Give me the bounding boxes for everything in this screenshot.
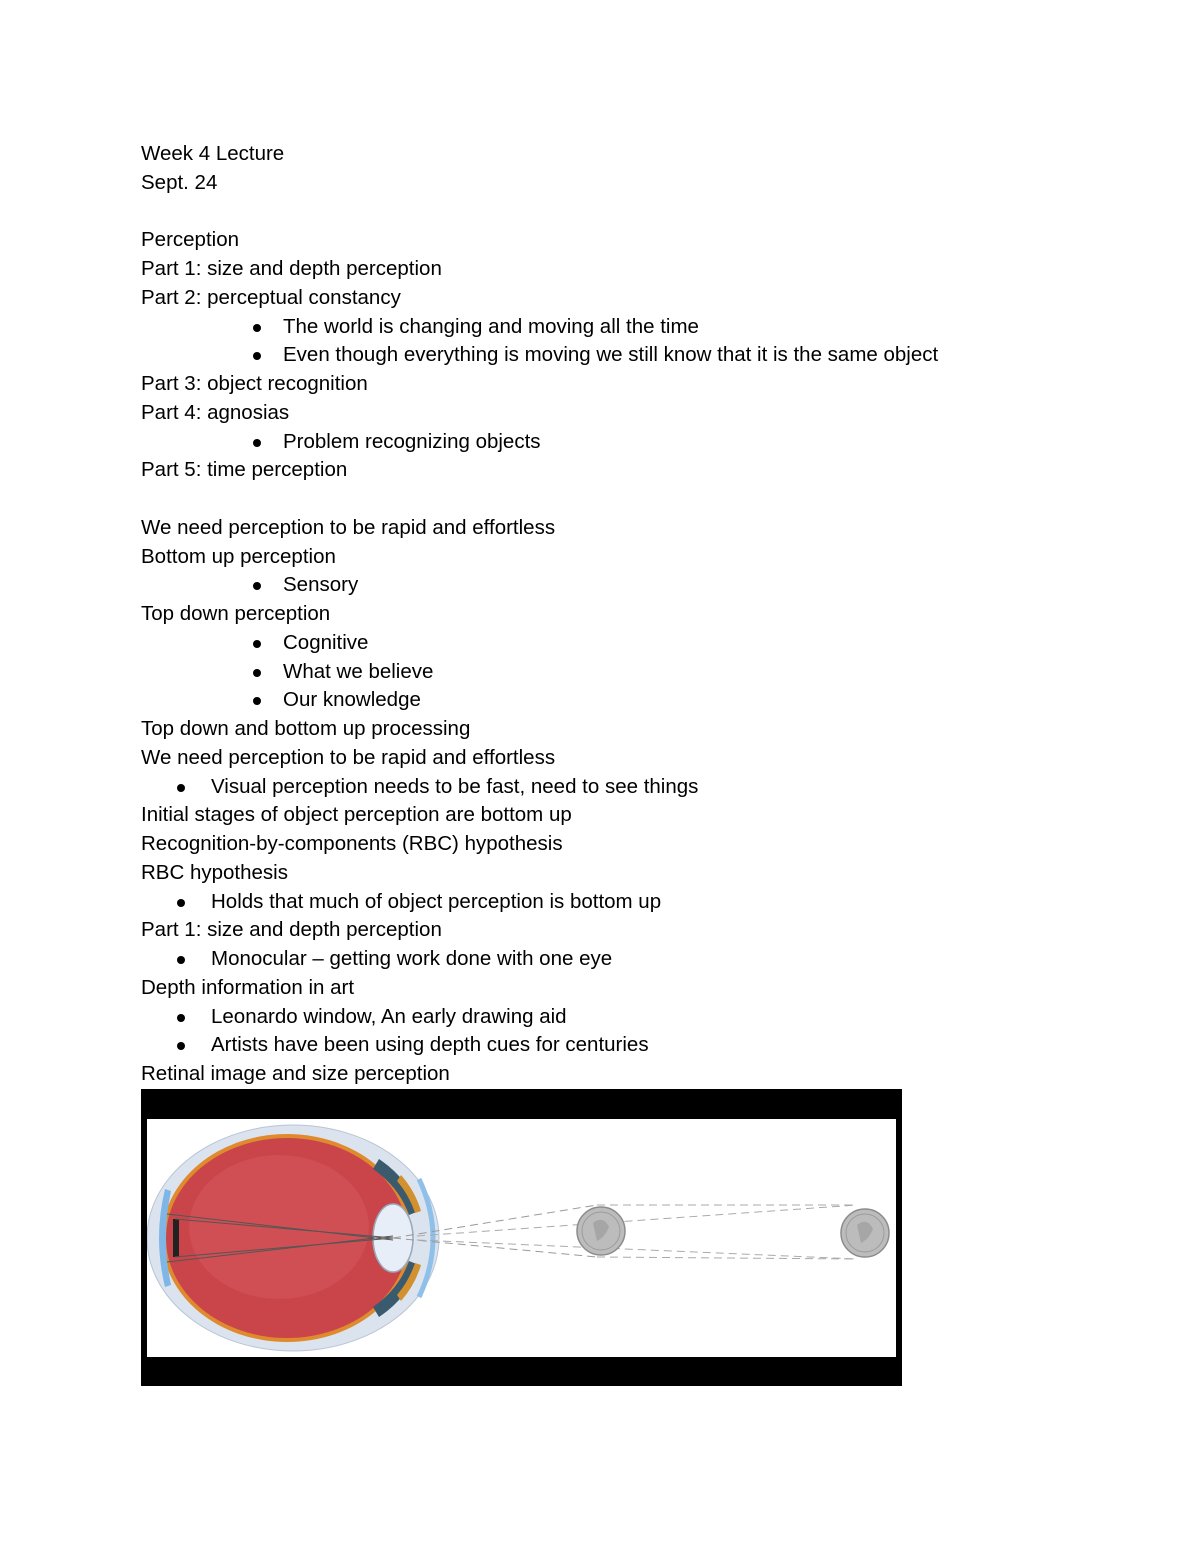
eye-diagram-figure [141,1089,902,1386]
list-item [141,428,1101,457]
text-line: Part 1: size and depth perception [141,918,442,942]
list-item [141,686,1101,715]
part5-heading: Part 5: time perception [141,458,348,482]
list-item [141,571,1101,600]
coin-near-icon [577,1207,625,1255]
bullet-icon [177,956,185,964]
doc-date: Sept. 24 [141,170,218,194]
text-line: Retinal image and size perception [141,1062,450,1085]
text-line: Depth information in art [141,975,355,999]
list-item-text: What we believe [283,659,434,683]
text-line: Recognition-by-components (RBC) hypothesis [141,832,563,855]
text-line: Top down perception [141,602,331,625]
bullet-icon [253,669,261,677]
text-line: RBC hypothesis [141,860,288,884]
list-item [141,1031,1101,1060]
list-item [141,313,1101,342]
text-line: Initial stages of object perception are bottom up [141,803,572,827]
list-item-text: The world is changing and moving all the time [283,314,699,338]
blank-line [141,485,1101,514]
text-line: We need perception to be rapid and effortless [141,515,556,539]
list-item-text: Sensory [283,573,359,597]
bullet-icon [177,784,185,792]
list-item-text: Visual perception needs to be fast, need to see things [211,774,699,798]
coin-far-icon [841,1209,889,1257]
retinal-image-mark [173,1219,179,1257]
list-item-text: Our knowledge [283,688,421,712]
bullet-icon [253,582,261,590]
doc-title: Week 4 Lecture [141,142,285,165]
bullet-icon [253,697,261,705]
list-item [141,629,1101,658]
bullet-icon [177,1014,185,1022]
list-item [141,945,1101,974]
list-item-text: Cognitive [283,630,369,654]
bullet-icon [253,352,261,360]
list-item [141,888,1101,917]
list-item [141,1003,1101,1032]
bullet-icon [253,439,261,447]
list-item-text: Holds that much of object perception is bottom up [211,889,662,913]
list-item-text: Problem recognizing objects [283,429,541,453]
blank-line [141,198,1101,227]
document-page [141,140,1101,1089]
bullet-icon [253,640,261,648]
list-item-text: Leonardo window, An early drawing aid [211,1004,567,1028]
text-line: Bottom up perception [141,544,336,568]
list-item-text: Artists have been using depth cues for centuries [211,1033,649,1057]
list-item [141,341,1101,370]
text-line: We need perception to be rapid and effortless [141,745,556,769]
part2-heading: Part 2: perceptual constancy [141,285,401,309]
bullet-icon [177,1042,185,1050]
part4-heading: Part 4: agnosias [141,400,290,424]
part1-heading: Part 1: size and depth perception [141,257,442,280]
list-item-text: Even though everything is moving we still know that it is the same object [283,343,939,367]
list-item [141,658,1101,687]
list-item-text: Monocular – getting work done with one eye [211,947,613,970]
eye-diagram-svg [147,1119,896,1357]
bullet-icon [177,899,185,907]
part3-heading: Part 3: object recognition [141,372,368,395]
list-item [141,773,1101,802]
bullet-icon [253,324,261,332]
text-line: Top down and bottom up processing [141,717,471,740]
topic-heading: Perception [141,228,240,252]
